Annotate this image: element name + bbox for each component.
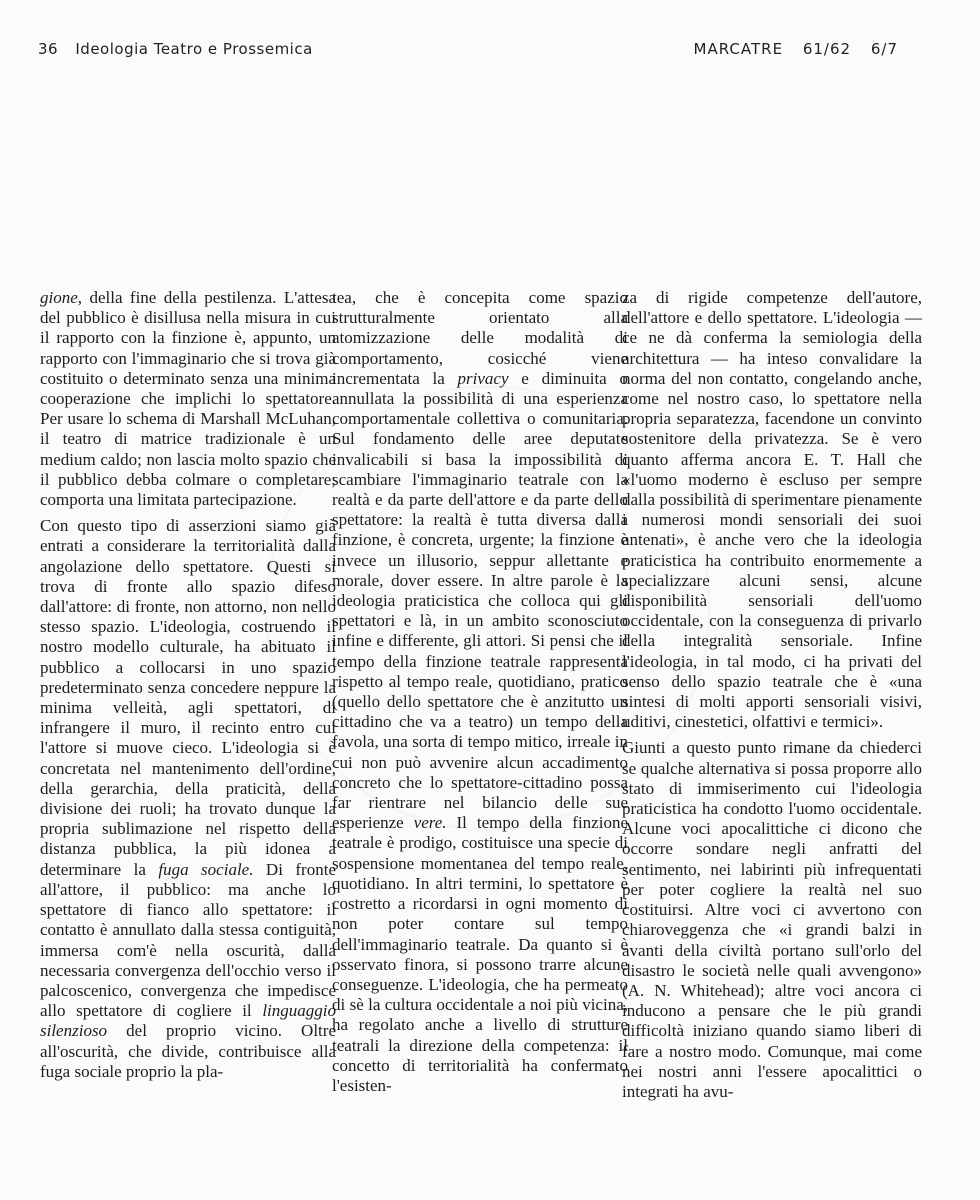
text-column-1 [40,288,336,1082]
text-run: del proprio vicino. Oltre all'oscurità, che divide, contribuisce alla fuga sociale proprio la pla- [40,1021,336,1081]
text-run: Di fronte all'attore, il pubblico: ma anche lo spettatore di fianco allo spettatore: il contatto è annullato dalla stessa contiguità, immersa com'è nella oscurità, dalla necessaria convergenza dell'occhio verso il palcoscenico, convergenza che impedisce allo spettatore di cogliere il [40,859,336,1021]
paragraph [40,516,336,1082]
magazine-title: MARCATRE [693,40,784,58]
italic-text-run: linguaggio silenzioso [40,1001,336,1041]
text-run: Giunti a questo punto rimane da chiederci se qualche alternativa si possa proporre allo stato di immiserimento cui l'ideologia praticistica ha condotto l'uomo occidentale. Alcune voci apocalittiche ci dicono che occorre sondare negli anfratti del sentimento, nei labirinti più infrequentati per poter cogliere la realtà nel suo costituirsi. Altre voci ci avvertono con chiaroveggenza che «i grandi balzi in avanti della civiltà portano sull'orlo del disastro le società nelle quali avvengono» (A. N. Whitehead); altre voci ancora ci inducono a pensare che le più grandi difficoltà iniziano quando siamo liberi di fare a nostro modo. Comunque, mai come nei nostri anni l'essere apocalittici o integrati ha avu- [622,738,922,1101]
italic-text-run: privacy [457,368,509,388]
paragraph [622,288,922,732]
text-run: Con questo tipo di asserzioni siamo già entrati a considerare la territorialità dalla angolazione dello spettatore. Questi si trova di fronte allo spazio difeso dall'attore: di fronte, non attorno, non nello stesso spazio. L'ideologia, costruendo il nostro modello culturale, ha abituato il pubblico a collocarsi in uno spazio predeterminato senza concedere neppure la minima velleità, agli spettatori, di infrangere il muro, il recinto entro cui l'attore si muove cieco. L'ideologia si è concretata nel mantenimento dell'ordine, della gerarchia, della praticità, della divisione dei ruoli; ha trovato dunque la propria sublimazione nel rispetto della distanza pubblica, la più idonea a determinare la [40,516,336,879]
italic-text-run: fuga sociale. [158,859,254,879]
issue-part: 6/7 [870,40,898,58]
running-head-left [38,40,313,58]
text-run: za di rigide competenze dell'autore, dell'attore e dello spettatore. L'ideologia — ce ne dà conferma la semiologia della architettura — ha inteso convalidare la norma del non contatto, congelando anche, come nel nostro caso, lo spettatore nella propria separatezza, facendone un convinto sostenitore della privatezza. Se è vero quanto afferma ancora E. T. Hall che «l'uomo moderno è escluso per sempre dalla possibilità di sperimentare pienamente i numerosi mondi sensoriali dei suoi antenati», è anche vero che la ideologia praticistica ha contribuito enormemente a specializzare alcuni sensi, alcune disponibilità sensoriali dell'uomo occidentale, con la conseguenza di privarlo della integralità sensoriale. Infine l'ideologia, in tal modo, ci ha privati del senso dello spazio teatrale che è «una sintesi di molti apporti sensoriali visivi, uditivi, cinestetici, olfattivi e termici». [622,288,922,732]
text-run: Il tempo della finzione teatrale è prodigo, costituisce una specie di sospensione momentanea del tempo reale, quotidiano. In altri termini, lo spettatore è costretto a ricordarsi in ogni momento di non poter contare sul tempo dell'immaginario teatrale. Da quanto si è osservato finora, si possono trarre alcune conseguenze. L'ideologia, che ha permeato di sè la cultura occidentale a noi più vicina, ha regolato anche a livello di strutture teatrali la direzione della competenza: il concetto di territorialità ha confermato l'esisten- [332,813,628,1095]
paragraph [622,738,922,1102]
italic-text-run: vere. [413,813,447,833]
text-column-3 [622,288,922,1102]
italic-text-run: gione [40,288,78,307]
page-number: 36 [38,40,59,58]
issue-number: 61/62 [802,40,852,58]
section-title: Ideologia Teatro e Prossemica [75,40,313,58]
running-head-right [680,40,898,58]
text-run: , della fine della pestilenza. L'attesa del pubblico è disillusa nella misura in cui il rapporto con la finzione è, appunto, un rapporto con l'immaginario che si trova già costituito o determinato senza una minima cooperazione che implichi lo spettatore. Per usare lo schema di Marshall McLuhan, il teatro di matrice tradizionale è un medium caldo; non lascia molto spazio che il pubblico debba colmare o completare; comporta una limitata partecipazione. [40,288,336,510]
paragraph [40,288,336,510]
text-column-2 [332,288,628,1096]
paragraph [332,288,628,1096]
text-run: e diminuita o annullata la possibilità di una esperienza comportamentale collettiva o comunitaria. Sul fondamento delle aree deputate invalicabili si basa la impossibilità di scambiare l'immaginario teatrale con la realtà e da parte dell'attore e da parte dello spettatore: la realtà è tutta diversa dalla finzione, è concreta, urgente; la finzione è invece un illusorio, seppur allettante e morale, dover essere. In altre parole è la ideologia praticistica che colloca qui gli spettatori e là, in un ambito sconosciuto infine e differente, gli attori. Si pensi che il tempo della finzione teatrale rappresenta rispetto al tempo reale, quotidiano, pratico (quello dello spettatore che è anzitutto un cittadino che va a teatro) un tempo della favola, una sorta di tempo mitico, irreale in cui non può avvenire alcun accadimento concreto che lo spettatore-cittadino possa far rientrare nel bilancio delle sue esperienze [332,368,628,833]
text-run: tea, che è concepita come spazio strutturalmente orientato alla atomizzazione delle modalità di comportamento, cosicché viene incrementata la [332,288,628,388]
page-header [38,40,898,70]
